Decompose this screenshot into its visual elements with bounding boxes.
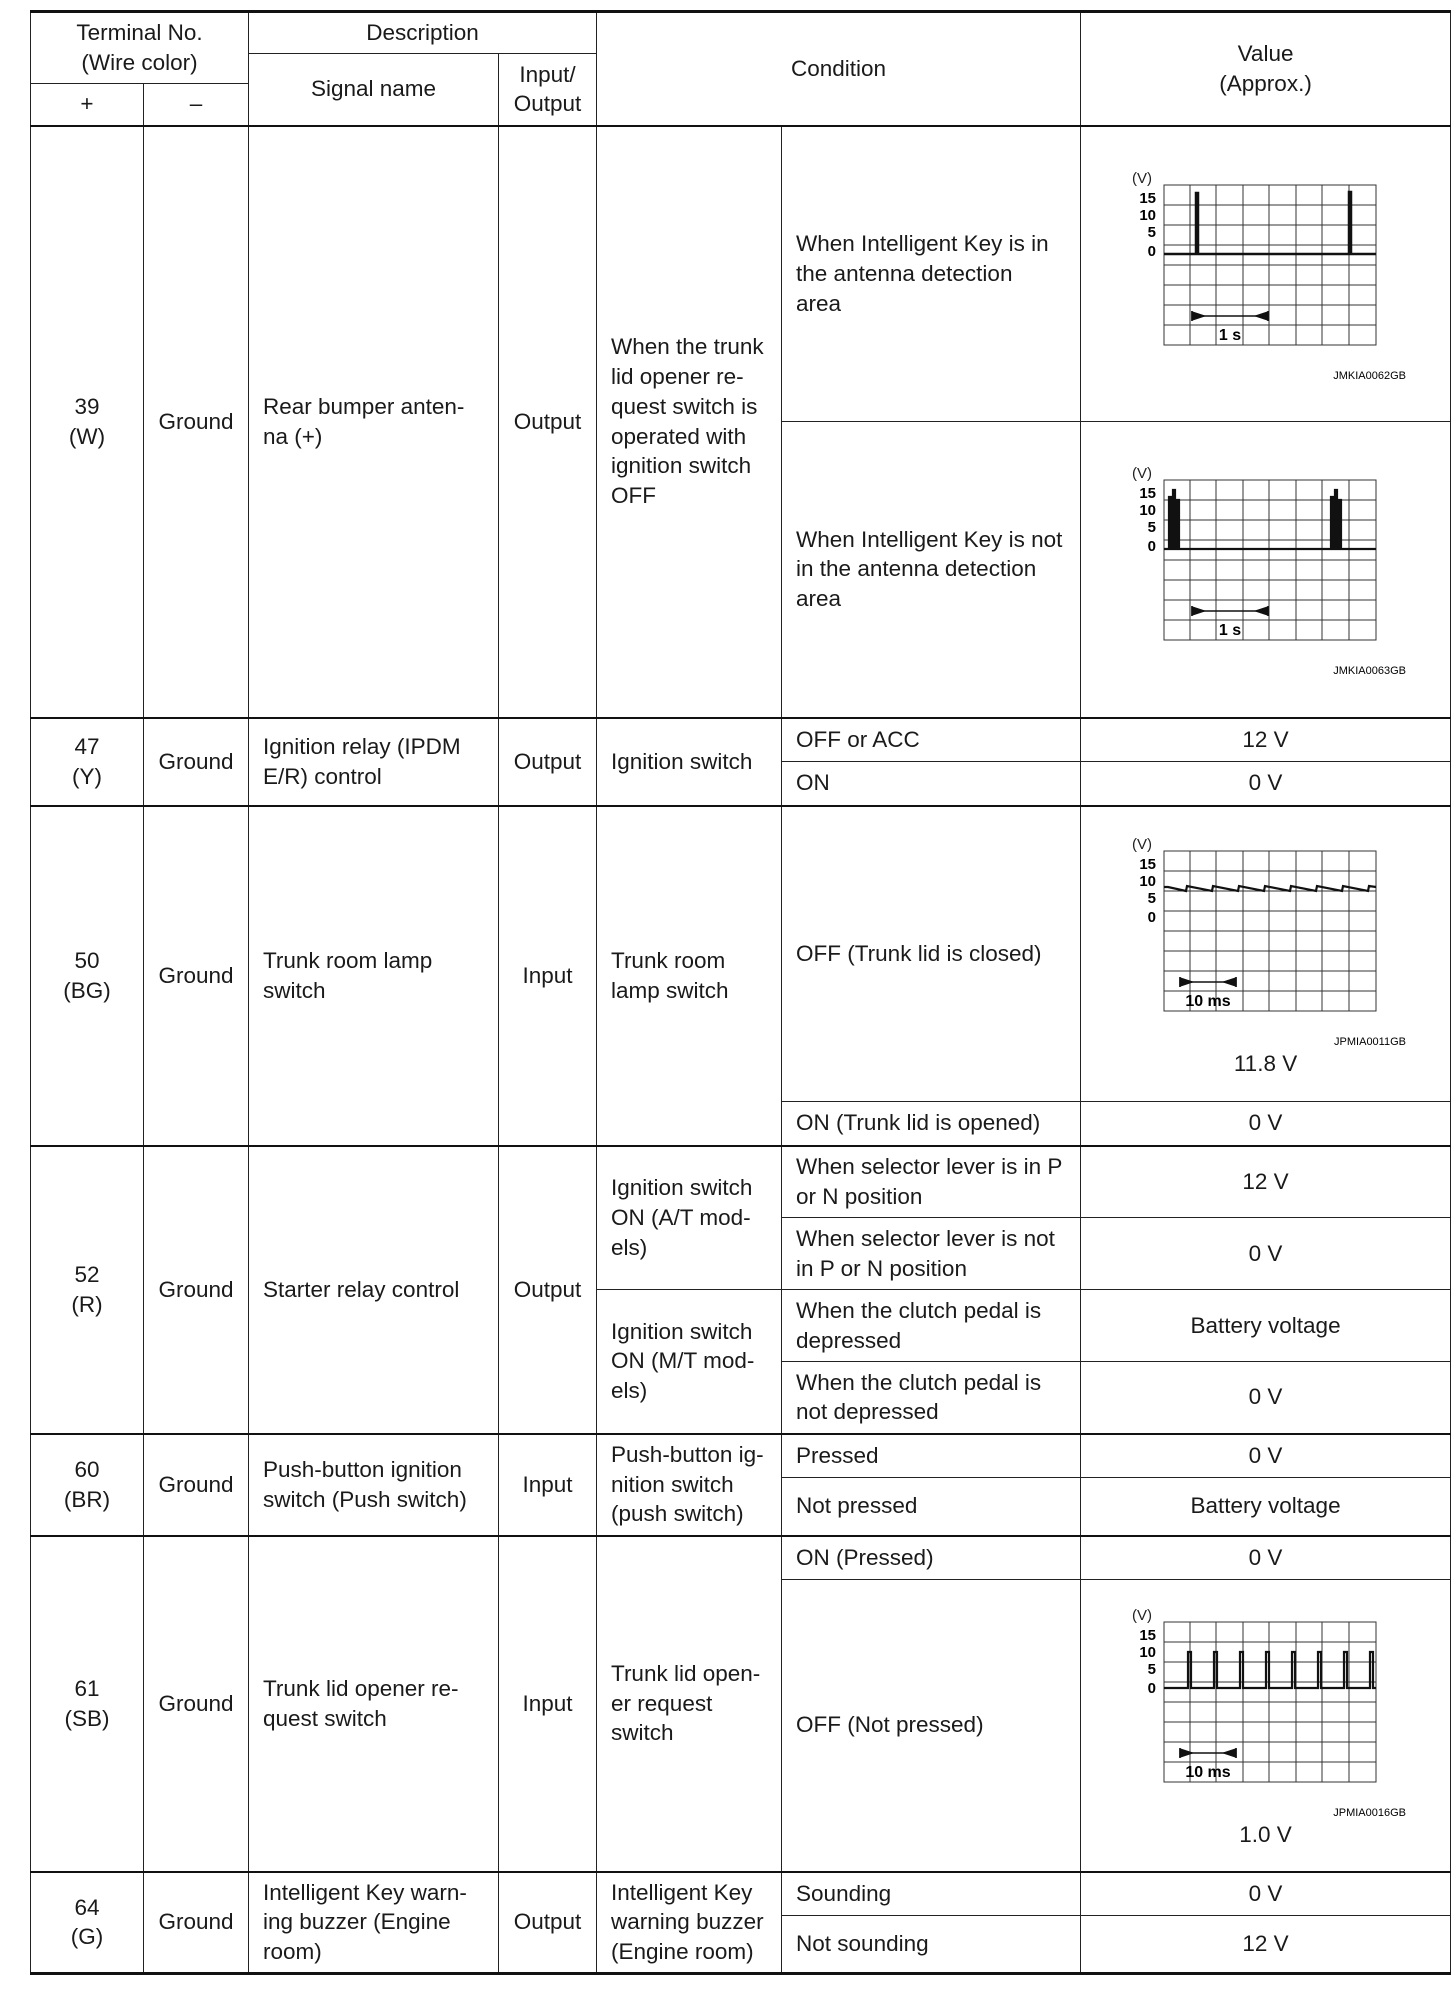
subcondition-64: Not sounding — [782, 1916, 1081, 1974]
condition-52-at: Ignition switch ON (A/T mod- els) — [597, 1146, 782, 1290]
ground-61: Ground — [144, 1536, 249, 1872]
value-60: 0 V — [1081, 1434, 1451, 1478]
wave-unit: (V) — [1131, 169, 1152, 187]
wave-tick: 5 — [1147, 1661, 1156, 1679]
wave-tick: 0 — [1147, 908, 1156, 926]
terminal-47: 47 (Y) — [31, 718, 144, 806]
header-plus: + — [31, 84, 144, 126]
wave-unit: (V) — [1131, 1607, 1152, 1625]
value-52: 0 V — [1081, 1362, 1451, 1434]
terminal-64: 64 (G) — [31, 1872, 144, 1974]
header-terminal-no — [31, 12, 249, 84]
signal-50: Trunk room lamp switch — [249, 806, 499, 1146]
signal-39: Rear bumper anten- na (+) — [249, 126, 499, 718]
condition-39: When the trunk lid opener re- quest switch is operated with ignition switch OFF — [597, 126, 782, 718]
condition-52-mt: Ignition switch ON (M/T mod- els) — [597, 1290, 782, 1434]
wave-unit: (V) — [1131, 465, 1152, 483]
header-condition: Condition — [597, 12, 1081, 126]
value-47: 0 V — [1081, 762, 1451, 806]
header-signal-name: Signal name — [249, 54, 499, 126]
header-value: Value (Approx.) — [1081, 12, 1451, 126]
wave-time-scale: 10 ms — [1184, 1764, 1231, 1782]
wave-tick: 10 — [1138, 872, 1156, 890]
signal-60: Push-button ignition switch (Push switch) — [249, 1434, 499, 1536]
wave-unit: (V) — [1131, 835, 1152, 853]
waveform-chart — [1116, 831, 1416, 1051]
condition-47: Ignition switch — [597, 718, 782, 806]
signal-64: Intelligent Key warn- ing buzzer (Engine room) — [249, 1872, 499, 1974]
value-47: 12 V — [1081, 718, 1451, 762]
subcondition-60: Pressed — [782, 1434, 1081, 1478]
io-60: Input — [499, 1434, 597, 1536]
waveform-39-in-area — [1081, 126, 1451, 422]
signal-52: Starter relay control — [249, 1146, 499, 1434]
terminal-61: 61 (SB) — [31, 1536, 144, 1872]
waveform-trace — [1164, 1652, 1376, 1688]
value-52: 0 V — [1081, 1218, 1451, 1290]
ground-64: Ground — [144, 1872, 249, 1974]
waveform-chart — [1116, 460, 1416, 680]
terminal-table — [30, 10, 1451, 1975]
ground-50: Ground — [144, 806, 249, 1146]
subcondition-52: When selector lever is in P or N position — [782, 1146, 1081, 1218]
header-terminal-label: Terminal No. — [76, 20, 203, 46]
wave-tick: 15 — [1138, 189, 1156, 207]
subcondition-52: When the clutch pedal is not depressed — [782, 1362, 1081, 1434]
terminal-60: 60 (BR) — [31, 1434, 144, 1536]
terminal-52: 52 (R) — [31, 1146, 144, 1434]
subcondition-50-off: OFF (Trunk lid is closed) — [782, 806, 1081, 1102]
io-39: Output — [499, 126, 597, 718]
wave-tick: 15 — [1138, 855, 1156, 873]
waveform-trace — [1164, 886, 1376, 891]
value-50-off: 11.8 V — [1233, 1050, 1298, 1076]
subcondition-39-in-area: When Intelligent Key is in the antenna detection area — [782, 126, 1081, 422]
wave-tick: 5 — [1147, 519, 1156, 537]
ground-60: Ground — [144, 1434, 249, 1536]
waveform-61 — [1081, 1580, 1451, 1872]
subcondition-61-off: OFF (Not pressed) — [782, 1580, 1081, 1872]
condition-60: Push-button ig- nition switch (push switch) — [597, 1434, 782, 1536]
condition-50: Trunk room lamp switch — [597, 806, 782, 1146]
waveform-50 — [1081, 806, 1451, 1102]
subcondition-60: Not pressed — [782, 1478, 1081, 1536]
header-description: Description — [249, 12, 597, 54]
waveform-chart — [1116, 165, 1416, 385]
condition-61: Trunk lid open- er request switch — [597, 1536, 782, 1872]
wave-tick: 0 — [1147, 1680, 1156, 1698]
io-64: Output — [499, 1872, 597, 1974]
value-52: Battery voltage — [1081, 1290, 1451, 1362]
wave-figure-code: JMKIA0062GB — [1332, 369, 1406, 382]
wave-tick: 15 — [1138, 1627, 1156, 1645]
wave-tick: 5 — [1147, 223, 1156, 241]
subcondition-52: When the clutch pedal is depressed — [782, 1290, 1081, 1362]
signal-47: Ignition relay (IPDM E/R) control — [249, 718, 499, 806]
subcondition-52: When selector lever is not in P or N position — [782, 1218, 1081, 1290]
value-61-off: 1.0 V — [1239, 1822, 1292, 1848]
subcondition-47: ON — [782, 762, 1081, 806]
io-47: Output — [499, 718, 597, 806]
wave-figure-code: JPMIA0011GB — [1333, 1035, 1406, 1048]
terminal-39: 39 (W) — [31, 126, 144, 718]
subcondition-64: Sounding — [782, 1872, 1081, 1916]
value-64: 12 V — [1081, 1916, 1451, 1974]
header-input-output: Input/ Output — [499, 54, 597, 126]
wave-time-scale: 1 s — [1218, 326, 1241, 344]
value-64: 0 V — [1081, 1872, 1451, 1916]
value-60: Battery voltage — [1081, 1478, 1451, 1536]
value-61-on: 0 V — [1081, 1536, 1451, 1580]
wave-time-scale: 1 s — [1218, 622, 1241, 640]
wave-tick: 15 — [1138, 485, 1156, 503]
ground-52: Ground — [144, 1146, 249, 1434]
waveform-chart — [1116, 1602, 1416, 1822]
waveform-39-not-in-area — [1081, 422, 1451, 718]
wave-tick: 0 — [1147, 242, 1156, 260]
wave-tick: 10 — [1138, 502, 1156, 520]
io-61: Input — [499, 1536, 597, 1872]
wave-time-scale: 10 ms — [1184, 992, 1231, 1010]
io-50: Input — [499, 806, 597, 1146]
wave-figure-code: JMKIA0063GB — [1332, 665, 1406, 678]
ground-39: Ground — [144, 126, 249, 718]
condition-64: Intelligent Key warning buzzer (Engine room) — [597, 1872, 782, 1974]
header-wire-color: (Wire color) — [81, 50, 198, 75]
terminal-50: 50 (BG) — [31, 806, 144, 1146]
subcondition-50-on: ON (Trunk lid is opened) — [782, 1102, 1081, 1146]
signal-61: Trunk lid opener re- quest switch — [249, 1536, 499, 1872]
header-minus: – — [144, 84, 249, 126]
subcondition-47: OFF or ACC — [782, 718, 1081, 762]
value-52: 12 V — [1081, 1146, 1451, 1218]
wave-tick: 0 — [1147, 538, 1156, 556]
wave-tick: 10 — [1138, 1644, 1156, 1662]
wave-tick: 10 — [1138, 206, 1156, 224]
value-50-on: 0 V — [1081, 1102, 1451, 1146]
wave-tick: 5 — [1147, 889, 1156, 907]
subcondition-39-not-in-area: When Intelligent Key is not in the antenna detection area — [782, 422, 1081, 718]
ground-47: Ground — [144, 718, 249, 806]
wave-figure-code: JPMIA0016GB — [1332, 1807, 1406, 1820]
io-52: Output — [499, 1146, 597, 1434]
subcondition-61-on: ON (Pressed) — [782, 1536, 1081, 1580]
